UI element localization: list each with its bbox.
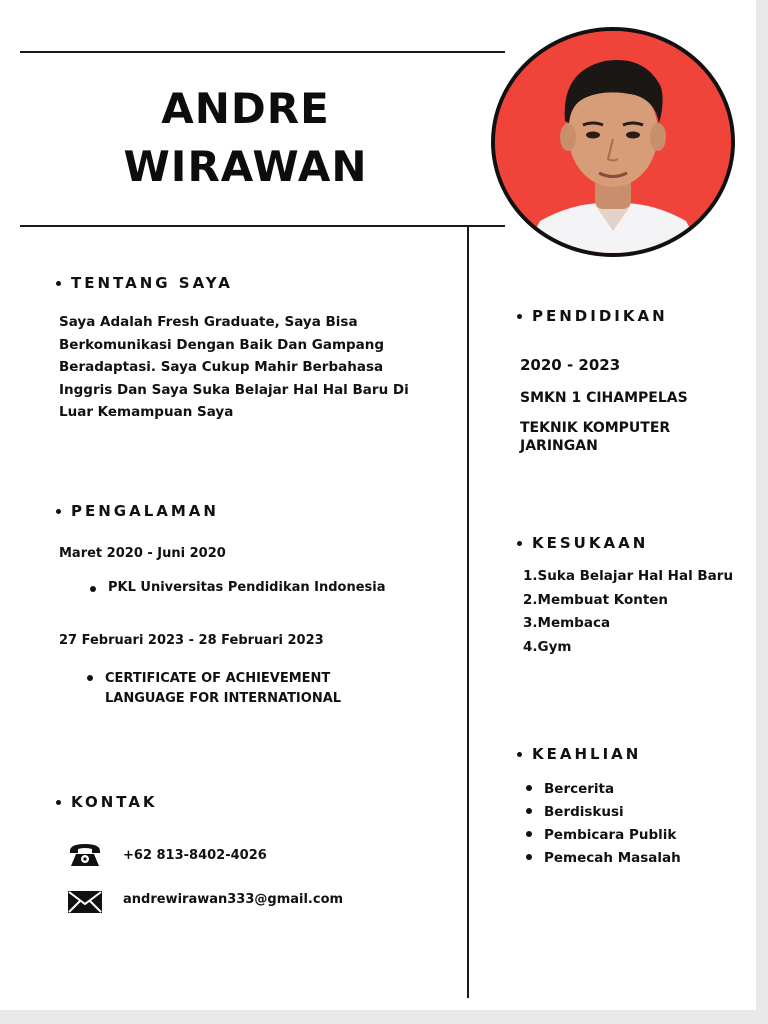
skills-item — [526, 848, 681, 871]
skills-list — [526, 779, 681, 871]
experience-heading — [56, 502, 219, 520]
experience-item-line: LANGUAGE FOR INTERNATIONAL — [105, 691, 342, 706]
portrait-illustration — [495, 31, 731, 253]
bullet-dot — [56, 281, 61, 286]
skills-heading-label: KEAHLIAN — [532, 745, 642, 763]
header-bottom-divider-line — [20, 225, 505, 227]
likes-heading — [517, 534, 648, 552]
experience-heading-label: PENGALAMAN — [71, 502, 219, 520]
bullet-dot — [56, 800, 61, 805]
name-first: ANDRE — [161, 84, 330, 133]
bullet-dot — [517, 752, 522, 757]
skills-heading — [517, 745, 641, 763]
contact-phone: +62 813-8402-4026 — [123, 848, 267, 863]
contact-email[interactable]: andrewirawan333@gmail.com — [123, 892, 344, 907]
contact-heading — [56, 793, 158, 811]
experience-period: 27 Februari 2023 - 28 Februari 2023 — [59, 633, 324, 648]
skills-item — [526, 779, 681, 802]
skills-item-label: Berdiskusi — [544, 804, 624, 820]
likes-item: 1.Suka Belajar Hal Hal Baru — [523, 568, 734, 584]
skills-item — [526, 825, 681, 848]
bullet-dot — [526, 831, 532, 837]
about-heading-label: TENTANG SAYA — [71, 274, 233, 292]
bullet-dot — [56, 509, 61, 514]
experience-period: Maret 2020 - Juni 2020 — [59, 546, 226, 561]
education-major — [520, 419, 670, 455]
about-text: Saya Adalah Fresh Graduate, Saya Bisa Berkomunikasi Dengan Baik Dan Gampang Beradaptasi. Saya Cukup Mahir Berbahasa Inggris Dan Saya Suka Belajar Hal Hal Baru Di Luar Kemampuan Saya — [59, 314, 409, 420]
likes-item: 4.Gym — [523, 638, 572, 655]
name-last: WIRAWAN — [123, 142, 368, 191]
skills-item-label: Pemecah Masalah — [544, 850, 681, 866]
contact-heading-label: KONTAK — [71, 793, 158, 811]
telephone-icon — [68, 842, 102, 872]
column-divider-line — [467, 226, 469, 998]
education-major-line: TEKNIK KOMPUTER — [520, 420, 671, 436]
education-heading-label: PENDIDIKAN — [532, 307, 668, 325]
envelope-icon — [67, 890, 103, 918]
about-heading — [56, 274, 233, 292]
skills-item-label: Pembicara Publik — [544, 827, 677, 843]
experience-item-text: PKL Universitas Pendidikan Indonesia — [108, 580, 386, 595]
likes-item: 3.Membaca — [523, 615, 611, 631]
bullet-dot — [517, 314, 522, 319]
education-heading — [517, 307, 668, 325]
education-school: SMKN 1 CIHAMPELAS — [520, 390, 688, 406]
bullet-dot — [526, 808, 532, 814]
bullet-dot — [90, 586, 96, 592]
likes-heading-label: KESUKAAN — [532, 534, 649, 552]
top-divider-line — [20, 51, 505, 53]
bullet-dot — [87, 675, 93, 681]
bullet-dot — [517, 541, 522, 546]
experience-item — [87, 669, 341, 709]
experience-item-text — [105, 669, 341, 709]
experience-item — [90, 580, 386, 595]
likes-item: 2.Membuat Konten — [523, 591, 669, 608]
bullet-dot — [526, 785, 532, 791]
likes-list — [523, 566, 733, 660]
skills-item — [526, 802, 681, 825]
skills-item-label: Bercerita — [544, 781, 615, 797]
profile-photo — [491, 27, 735, 257]
education-years: 2020 - 2023 — [520, 356, 621, 374]
experience-item-line: CERTIFICATE OF ACHIEVEMENT — [105, 671, 331, 686]
education-major-line: JARINGAN — [520, 438, 598, 454]
bullet-dot — [526, 854, 532, 860]
